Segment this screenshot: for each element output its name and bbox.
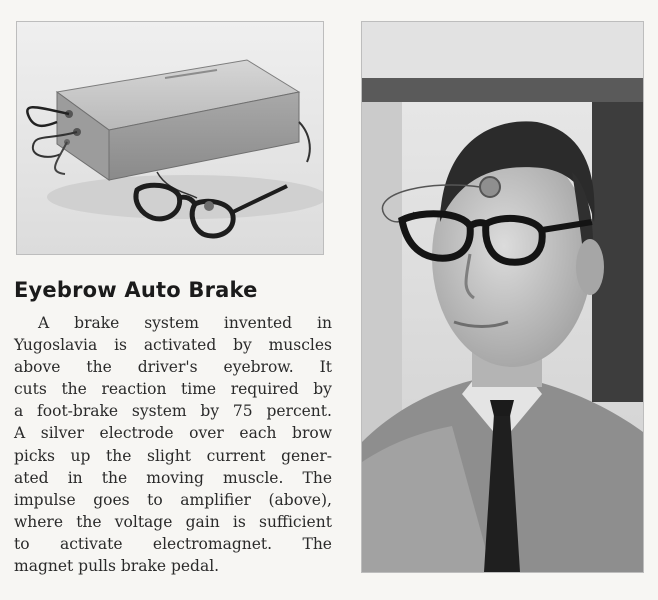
body-line: above the driver's eyebrow. It	[14, 358, 332, 377]
body-line: A silver electrode over each brow	[14, 424, 332, 443]
body-line: cuts the reaction time required by	[14, 380, 332, 399]
article-body	[14, 312, 332, 577]
amplifier-and-glasses-illustration	[17, 22, 323, 254]
body-line: picks up the slight current gener-	[14, 446, 332, 465]
body-line: A brake system invented in	[38, 314, 332, 332]
body-line: impulse goes to amplifier (above),	[14, 490, 332, 509]
driver-illustration	[362, 22, 643, 572]
body-line: a foot-brake system by 75 percent.	[14, 402, 332, 421]
amplifier-and-glasses-photo	[16, 21, 324, 255]
driver-photo	[361, 21, 644, 573]
body-line: magnet pulls brake pedal.	[14, 557, 220, 576]
body-line: where the voltage gain is sufficient	[14, 512, 332, 531]
article-headline: Eyebrow Auto Brake	[14, 278, 258, 302]
body-line: Yugoslavia is activated by muscles	[14, 336, 332, 355]
body-line: ated in the moving muscle. The	[14, 468, 332, 487]
body-line: to activate electromagnet. The	[14, 534, 332, 553]
